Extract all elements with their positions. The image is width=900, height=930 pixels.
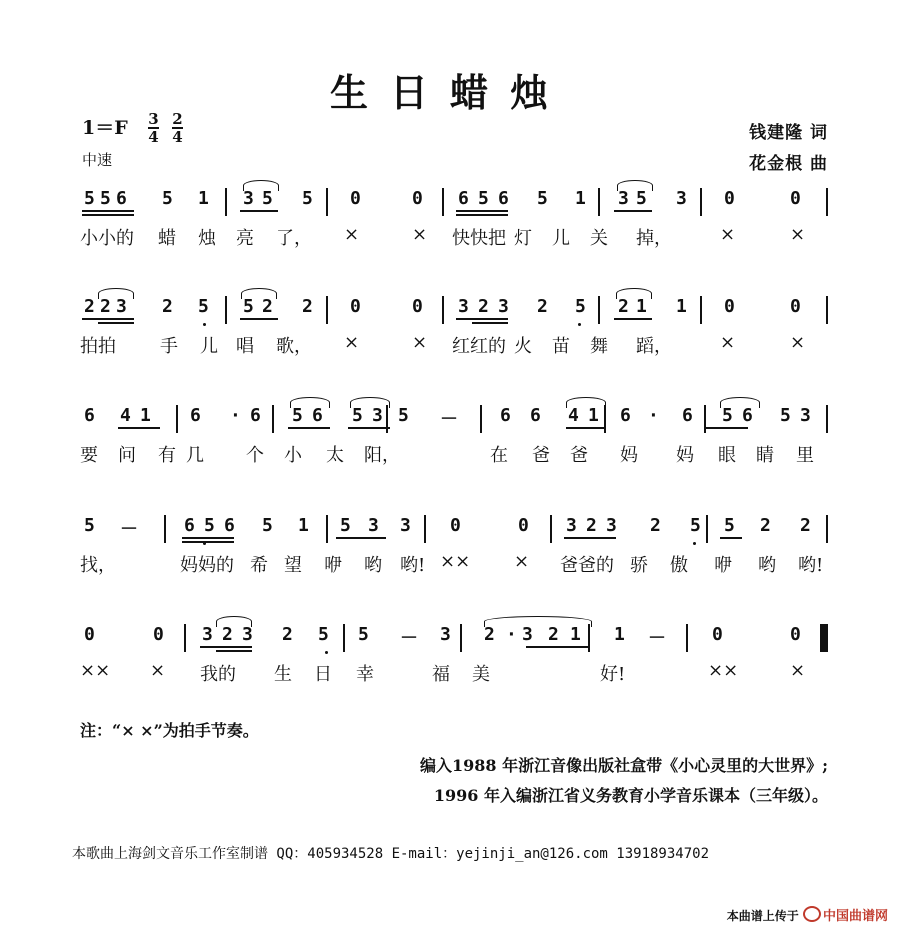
note: 5 bbox=[84, 188, 95, 209]
barline bbox=[826, 515, 828, 543]
note: 1 bbox=[198, 188, 209, 209]
lyric-syllable: 红红的 bbox=[452, 336, 506, 357]
note: － bbox=[440, 409, 458, 430]
note: 5 bbox=[722, 405, 733, 426]
note: 5 bbox=[478, 188, 489, 209]
note: 6 bbox=[224, 515, 235, 536]
lyric-syllable: 希 bbox=[250, 555, 268, 576]
note: 0 bbox=[412, 296, 423, 317]
note: 4 bbox=[568, 405, 579, 426]
barline bbox=[326, 188, 328, 216]
slur-arc bbox=[566, 397, 606, 408]
lyric-syllable: × bbox=[790, 660, 806, 681]
lyric-syllable: ×× bbox=[80, 660, 111, 681]
note: 2 bbox=[548, 624, 559, 645]
note: 6 bbox=[458, 188, 469, 209]
barline bbox=[272, 405, 274, 433]
lyric-syllable: × bbox=[720, 224, 736, 245]
lyric-syllable: 咿 bbox=[714, 555, 732, 576]
lyric-syllable: 哟 bbox=[364, 555, 382, 576]
note: 0 bbox=[790, 624, 801, 645]
lyric-syllable: ×× bbox=[708, 660, 739, 681]
lyric-syllable: 幸 bbox=[356, 664, 374, 685]
lyric-syllable: 儿 bbox=[200, 336, 218, 357]
lyric-syllable: 拍拍 bbox=[80, 336, 116, 357]
clap-note: 注：“× ×”为拍手节奏。 bbox=[80, 721, 259, 740]
lyric-syllable: 手 bbox=[160, 336, 178, 357]
beam-underline bbox=[82, 318, 134, 320]
barline bbox=[826, 405, 828, 433]
logo-text: 中国曲谱网 bbox=[822, 909, 888, 924]
octave-dot bbox=[203, 323, 206, 326]
note: 5 bbox=[162, 188, 173, 209]
site-logo[interactable] bbox=[803, 905, 888, 924]
lyric-syllable: 美 bbox=[472, 664, 490, 685]
final-barline bbox=[822, 624, 826, 652]
note: 5 bbox=[318, 624, 329, 645]
beam-underline bbox=[82, 210, 134, 212]
beam-underline bbox=[456, 318, 508, 320]
note: 5 bbox=[398, 405, 409, 426]
barline bbox=[604, 405, 606, 433]
lyric-syllable: 好! bbox=[600, 664, 626, 685]
lyric-syllable: 烛 bbox=[198, 228, 216, 249]
lyric-syllable: × bbox=[150, 660, 166, 681]
upload-label: 本曲谱上传于 bbox=[726, 909, 799, 923]
note: 4 bbox=[120, 405, 131, 426]
note: 6 bbox=[184, 515, 195, 536]
lyric-syllable: 小 bbox=[284, 445, 302, 466]
source-line-1: 编入1988 年浙江音像出版社盒带《小心灵里的大世界》; bbox=[419, 756, 828, 775]
lyric-syllable: 有 bbox=[158, 445, 176, 466]
note: 0 bbox=[712, 624, 723, 645]
barline bbox=[598, 188, 600, 216]
barline bbox=[424, 515, 426, 543]
lyric-syllable: 掉， bbox=[636, 228, 672, 249]
slur-arc bbox=[350, 397, 390, 408]
lyric-syllable: 妈 bbox=[676, 445, 694, 466]
beam-underline bbox=[82, 214, 134, 216]
lyric-syllable: 小小的 bbox=[80, 228, 134, 249]
lyric-syllable: × bbox=[790, 332, 806, 353]
note: 2 bbox=[162, 296, 173, 317]
note: 0 bbox=[790, 188, 801, 209]
note: · bbox=[230, 405, 241, 426]
note: 0 bbox=[724, 296, 735, 317]
note: 3 bbox=[618, 188, 629, 209]
lyric-syllable: × bbox=[412, 224, 428, 245]
meter-denominator: 4 bbox=[148, 128, 159, 146]
barline bbox=[826, 296, 828, 324]
note: 0 bbox=[790, 296, 801, 317]
note: 1 bbox=[676, 296, 687, 317]
note: 6 bbox=[498, 188, 509, 209]
meter-denominator: 4 bbox=[172, 128, 183, 146]
beam-underline bbox=[472, 322, 508, 324]
lyric-syllable: 个 bbox=[246, 445, 264, 466]
lyric-syllable: 生 bbox=[274, 664, 292, 685]
note: 5 bbox=[352, 405, 363, 426]
note: 2 bbox=[586, 515, 597, 536]
beam-underline bbox=[182, 541, 234, 543]
barline bbox=[550, 515, 552, 543]
beam-underline bbox=[706, 427, 748, 429]
footer-credit: 本歌曲上海剑文音乐工作室制谱 QQ：405934528 E-mail：yejinji_an@126.com 13918934702 bbox=[72, 846, 710, 862]
note: 2 bbox=[484, 624, 495, 645]
note: 6 bbox=[84, 405, 95, 426]
slur-arc bbox=[484, 616, 592, 627]
note: 3 bbox=[400, 515, 411, 536]
beam-underline bbox=[348, 427, 390, 429]
note: 5 bbox=[302, 188, 313, 209]
note: 2 bbox=[84, 296, 95, 317]
key-signature: 1＝F bbox=[82, 117, 128, 139]
note: 6 bbox=[742, 405, 753, 426]
beam-underline bbox=[564, 537, 616, 539]
beam-underline bbox=[182, 537, 234, 539]
lyric-syllable: 爸爸的 bbox=[560, 555, 614, 576]
note: 3 bbox=[606, 515, 617, 536]
note: 2 bbox=[282, 624, 293, 645]
note: 5 bbox=[358, 624, 369, 645]
note: 0 bbox=[350, 296, 361, 317]
barline bbox=[442, 188, 444, 216]
note: 6 bbox=[682, 405, 693, 426]
note: 5 bbox=[262, 188, 273, 209]
beam-underline bbox=[614, 318, 652, 320]
note: 6 bbox=[190, 405, 201, 426]
source-line-2: 1996 年入编浙江省义务教育小学音乐课本（三年级）。 bbox=[433, 786, 828, 805]
note: 2 bbox=[478, 296, 489, 317]
note: 3 bbox=[676, 188, 687, 209]
slur-arc bbox=[216, 616, 252, 627]
barline bbox=[184, 624, 186, 652]
lyric-syllable: 妈妈的 bbox=[180, 555, 234, 576]
beam-underline bbox=[288, 427, 330, 429]
lyric-syllable: 问 bbox=[118, 445, 136, 466]
page-title: 生日蜡烛 bbox=[329, 70, 570, 115]
lyric-syllable: 太 bbox=[326, 445, 344, 466]
lyric-syllable: × bbox=[514, 551, 530, 572]
lyric-syllable: ×× bbox=[440, 551, 471, 572]
lyric-syllable: 舞 bbox=[590, 336, 608, 357]
lyric-syllable: 眼 bbox=[718, 445, 736, 466]
lyric-syllable: 儿 bbox=[552, 228, 570, 249]
note: 2 bbox=[800, 515, 811, 536]
slur-arc bbox=[617, 180, 653, 191]
lyric-syllable: 我的 bbox=[200, 664, 236, 685]
note: 5 bbox=[575, 296, 586, 317]
note: 0 bbox=[450, 515, 461, 536]
note: 0 bbox=[518, 515, 529, 536]
note: 3 bbox=[242, 624, 253, 645]
lyric-syllable: 福 bbox=[432, 664, 450, 685]
slur-arc bbox=[290, 397, 330, 408]
barline bbox=[442, 296, 444, 324]
note: 1 bbox=[298, 515, 309, 536]
beam-underline bbox=[526, 646, 588, 648]
note: － bbox=[648, 628, 666, 649]
note: 5 bbox=[636, 188, 647, 209]
beam-underline bbox=[118, 427, 160, 429]
lyric-syllable: 歌， bbox=[276, 336, 312, 357]
note: 1 bbox=[588, 405, 599, 426]
barline bbox=[386, 405, 388, 433]
barline bbox=[686, 624, 688, 652]
note: 6 bbox=[116, 188, 127, 209]
note: 2 bbox=[760, 515, 771, 536]
meter-numerator: 2 bbox=[172, 110, 183, 128]
beam-underline bbox=[566, 427, 606, 429]
note: 2 bbox=[100, 296, 111, 317]
barline bbox=[164, 515, 166, 543]
note: 5 bbox=[84, 515, 95, 536]
lyric-syllable: × bbox=[344, 224, 360, 245]
lyric-syllable: 傲 bbox=[670, 555, 688, 576]
lyric-syllable: 火 bbox=[514, 336, 532, 357]
barline bbox=[598, 296, 600, 324]
note: 2 bbox=[302, 296, 313, 317]
octave-dot bbox=[203, 542, 206, 545]
beam-underline bbox=[216, 650, 252, 652]
note: 3 bbox=[116, 296, 127, 317]
tempo-marking: 中速 bbox=[82, 151, 113, 169]
lyric-syllable: 在 bbox=[490, 445, 508, 466]
note: 2 bbox=[650, 515, 661, 536]
octave-dot bbox=[325, 651, 328, 654]
beam-underline bbox=[200, 646, 252, 648]
note: 5 bbox=[100, 188, 111, 209]
lyric-syllable: 哟! bbox=[798, 555, 824, 576]
lyric-syllable: 苗 bbox=[552, 336, 570, 357]
lyric-syllable: × bbox=[790, 224, 806, 245]
lyric-syllable: 蹈， bbox=[636, 336, 672, 357]
slur-arc bbox=[243, 180, 279, 191]
time-signature-2 bbox=[172, 112, 183, 144]
note: 3 bbox=[440, 624, 451, 645]
beam-underline bbox=[98, 322, 134, 324]
note: 2 bbox=[537, 296, 548, 317]
note: － bbox=[400, 628, 418, 649]
note: 3 bbox=[368, 515, 379, 536]
note: 1 bbox=[614, 624, 625, 645]
barline bbox=[826, 624, 828, 652]
slur-arc bbox=[98, 288, 134, 299]
lyric-syllable: 关 bbox=[590, 228, 608, 249]
note: 3 bbox=[372, 405, 383, 426]
lyric-syllable: 要 bbox=[80, 445, 98, 466]
time-signature-1 bbox=[148, 112, 159, 144]
note: 5 bbox=[780, 405, 791, 426]
note: 5 bbox=[690, 515, 701, 536]
note: · bbox=[648, 405, 659, 426]
note: 1 bbox=[140, 405, 151, 426]
beam-underline bbox=[614, 210, 652, 212]
slur-arc bbox=[241, 288, 277, 299]
lyric-syllable: 哟! bbox=[400, 555, 426, 576]
note: 3 bbox=[458, 296, 469, 317]
note: 0 bbox=[153, 624, 164, 645]
note: 6 bbox=[250, 405, 261, 426]
note: 2 bbox=[222, 624, 233, 645]
note: 3 bbox=[522, 624, 533, 645]
octave-dot bbox=[578, 323, 581, 326]
barline bbox=[480, 405, 482, 433]
beam-underline bbox=[456, 214, 508, 216]
lyric-syllable: 咿 bbox=[324, 555, 342, 576]
barline bbox=[460, 624, 462, 652]
lyric-syllable: × bbox=[344, 332, 360, 353]
lyric-syllable: 里 bbox=[796, 445, 814, 466]
barline bbox=[700, 296, 702, 324]
note: 3 bbox=[202, 624, 213, 645]
slur-arc bbox=[616, 288, 652, 299]
lyric-syllable: 快快把 bbox=[452, 228, 506, 249]
note: 6 bbox=[530, 405, 541, 426]
meter-numerator: 3 bbox=[148, 110, 159, 128]
beam-underline bbox=[720, 537, 742, 539]
note: 0 bbox=[350, 188, 361, 209]
barline bbox=[326, 515, 328, 543]
lyric-syllable: 几 bbox=[186, 445, 204, 466]
note: 5 bbox=[292, 405, 303, 426]
barline bbox=[225, 188, 227, 216]
note: 5 bbox=[198, 296, 209, 317]
lyric-syllable: × bbox=[720, 332, 736, 353]
note: 6 bbox=[620, 405, 631, 426]
note: 3 bbox=[498, 296, 509, 317]
barline bbox=[225, 296, 227, 324]
lyric-syllable: 亮 bbox=[236, 228, 254, 249]
lyric-syllable: 唱 bbox=[236, 336, 254, 357]
note: 3 bbox=[243, 188, 254, 209]
barline bbox=[826, 188, 828, 216]
lyric-syllable: 灯 bbox=[514, 228, 532, 249]
barline bbox=[343, 624, 345, 652]
note: 1 bbox=[570, 624, 581, 645]
lyric-syllable: 爸 bbox=[570, 445, 588, 466]
slur-arc bbox=[720, 397, 760, 408]
barline bbox=[704, 405, 706, 433]
beam-underline bbox=[336, 537, 386, 539]
note: 5 bbox=[724, 515, 735, 536]
note: 2 bbox=[618, 296, 629, 317]
lyric-syllable: 阳， bbox=[364, 445, 400, 466]
beam-underline bbox=[456, 210, 508, 212]
barline bbox=[588, 624, 590, 652]
logo-icon bbox=[803, 906, 821, 922]
note: 0 bbox=[84, 624, 95, 645]
beam-underline bbox=[240, 210, 278, 212]
upload-notice bbox=[727, 905, 888, 924]
note: 5 bbox=[537, 188, 548, 209]
lyric-syllable: 找， bbox=[80, 555, 116, 576]
note: 5 bbox=[243, 296, 254, 317]
note: 1 bbox=[636, 296, 647, 317]
note: 0 bbox=[724, 188, 735, 209]
composer-credit: 花金根 曲 bbox=[749, 154, 828, 174]
barline bbox=[176, 405, 178, 433]
lyric-syllable: 妈 bbox=[620, 445, 638, 466]
note: 6 bbox=[500, 405, 511, 426]
lyric-syllable: 爸 bbox=[532, 445, 550, 466]
barline bbox=[326, 296, 328, 324]
lyric-syllable: 了， bbox=[276, 228, 312, 249]
note: 3 bbox=[566, 515, 577, 536]
octave-dot bbox=[693, 542, 696, 545]
lyric-syllable: 日 bbox=[314, 664, 332, 685]
note: 0 bbox=[412, 188, 423, 209]
lyric-syllable: 哟 bbox=[758, 555, 776, 576]
note: 3 bbox=[800, 405, 811, 426]
lyric-syllable: 骄 bbox=[630, 555, 648, 576]
note: 5 bbox=[340, 515, 351, 536]
lyricist-credit: 钱建隆 词 bbox=[749, 123, 828, 143]
beam-underline bbox=[240, 318, 278, 320]
note: 1 bbox=[575, 188, 586, 209]
barline bbox=[700, 188, 702, 216]
note: 5 bbox=[262, 515, 273, 536]
note: 5 bbox=[204, 515, 215, 536]
note: － bbox=[120, 519, 138, 540]
note: 6 bbox=[312, 405, 323, 426]
note: 2 bbox=[262, 296, 273, 317]
lyric-syllable: 望 bbox=[284, 555, 302, 576]
barline bbox=[706, 515, 708, 543]
lyric-syllable: 蜡 bbox=[158, 228, 176, 249]
lyric-syllable: 睛 bbox=[756, 445, 774, 466]
note: · bbox=[506, 624, 517, 645]
lyric-syllable: × bbox=[412, 332, 428, 353]
